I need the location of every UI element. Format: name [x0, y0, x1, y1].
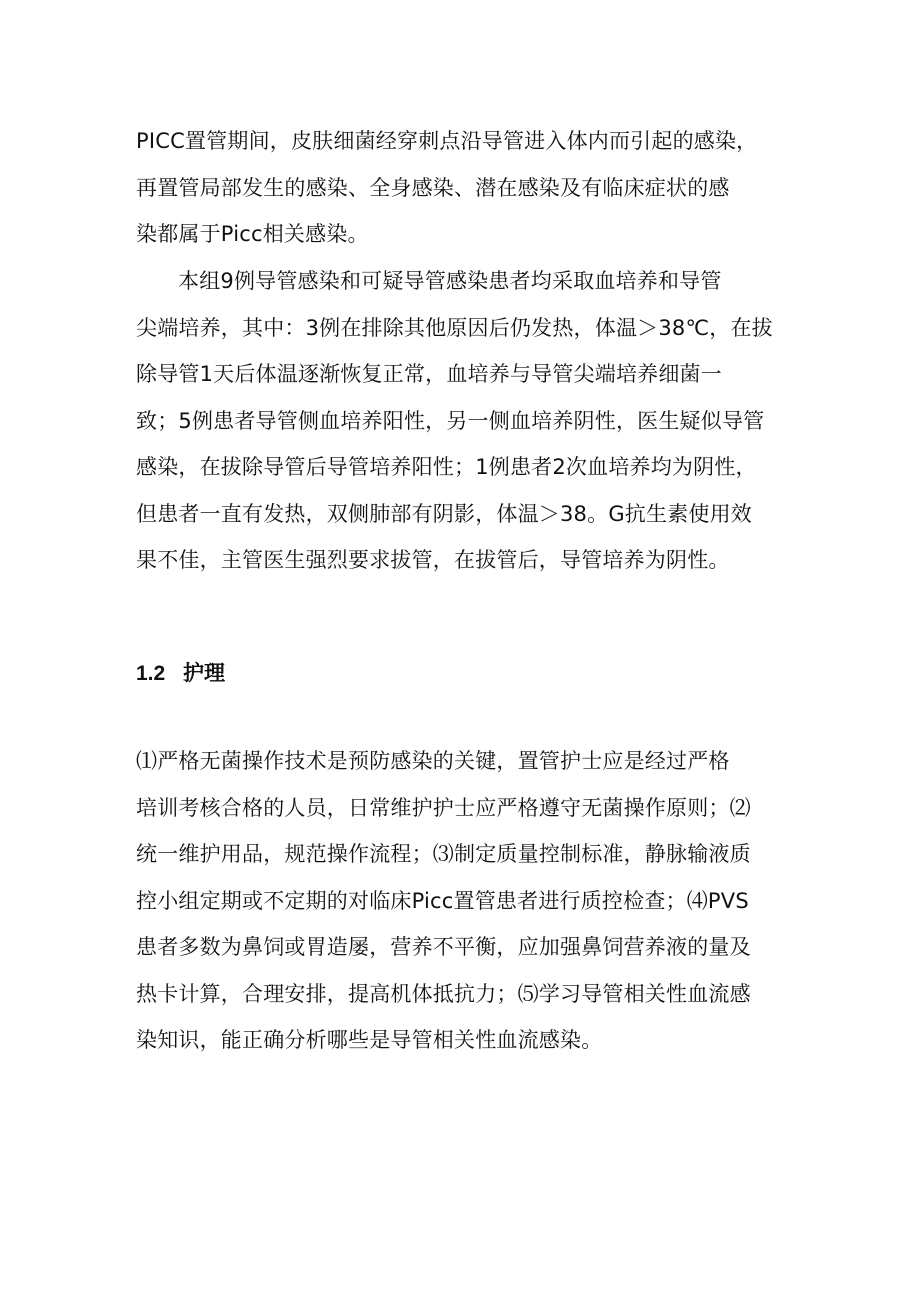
- paragraph-nursing-measures: [136, 738, 796, 1064]
- text-line: 患者多数为鼻饲或胃造屡，营养不平衡，应加强鼻饲营养液的量及: [136, 935, 751, 959]
- text-line: 尖端培养，其中：3例在排除其他原因后仍发热，体温＞38℃，在拔: [136, 315, 773, 340]
- text-line: 感染，在拔除导管后导管培养阳性；1例患者2次血培养均为阴性，: [136, 455, 757, 479]
- paragraph-picc-infection-definition: [136, 118, 796, 258]
- text-line: PICC置管期间，皮肤细菌经穿刺点沿导管进入体内而引起的感染，: [136, 129, 758, 153]
- text-line: 染知识，能正确分析哪些是导管相关性血流感染。: [136, 1028, 603, 1052]
- text-line: 统一维护用品，规范操作流程；⑶制定质量控制标准，静脉输液质: [136, 842, 751, 866]
- section-heading: [136, 656, 225, 692]
- text-line: 培训考核合格的人员，日常维护护士应严格遵守无菌操作原则；⑵: [136, 795, 751, 820]
- text-line: 热卡计算，合理安排，提高机体抵抗力；⑸学习导管相关性血流感: [136, 981, 751, 1006]
- text-line: 除导管1天后体温逐渐恢复正常，血培养与导管尖端培养细菌一: [136, 362, 722, 386]
- text-line: 果不佳，主管医生强烈要求拔管，在拔管后，导管培养为阴性。: [136, 548, 730, 572]
- text-line: 染都属于Picc相关感染。: [136, 222, 369, 246]
- text-line: 但患者一直有发热，双侧肺部有阴影，体温＞38。G抗生素使用效: [136, 501, 752, 526]
- text-line: 再置管局部发生的感染、全身感染、潜在感染及有临床症状的感: [136, 175, 730, 200]
- text-line: 本组9例导管感染和可疑导管感染患者均采取血培养和导管: [178, 269, 722, 293]
- text-line: ⑴严格无菌操作技术是预防感染的关键，置管护士应是经过严格: [136, 749, 730, 773]
- paragraph-case-group: [136, 258, 796, 584]
- text-line: 致；5例患者导管侧血培养阳性，另一侧血培养阴性，医生疑似导管: [136, 408, 765, 433]
- section-title: 护理: [183, 662, 226, 685]
- section-number: 1.2: [136, 662, 166, 685]
- text-line: 控小组定期或不定期的对临床Picc置管患者进行质控检查；⑷PVS: [136, 888, 749, 913]
